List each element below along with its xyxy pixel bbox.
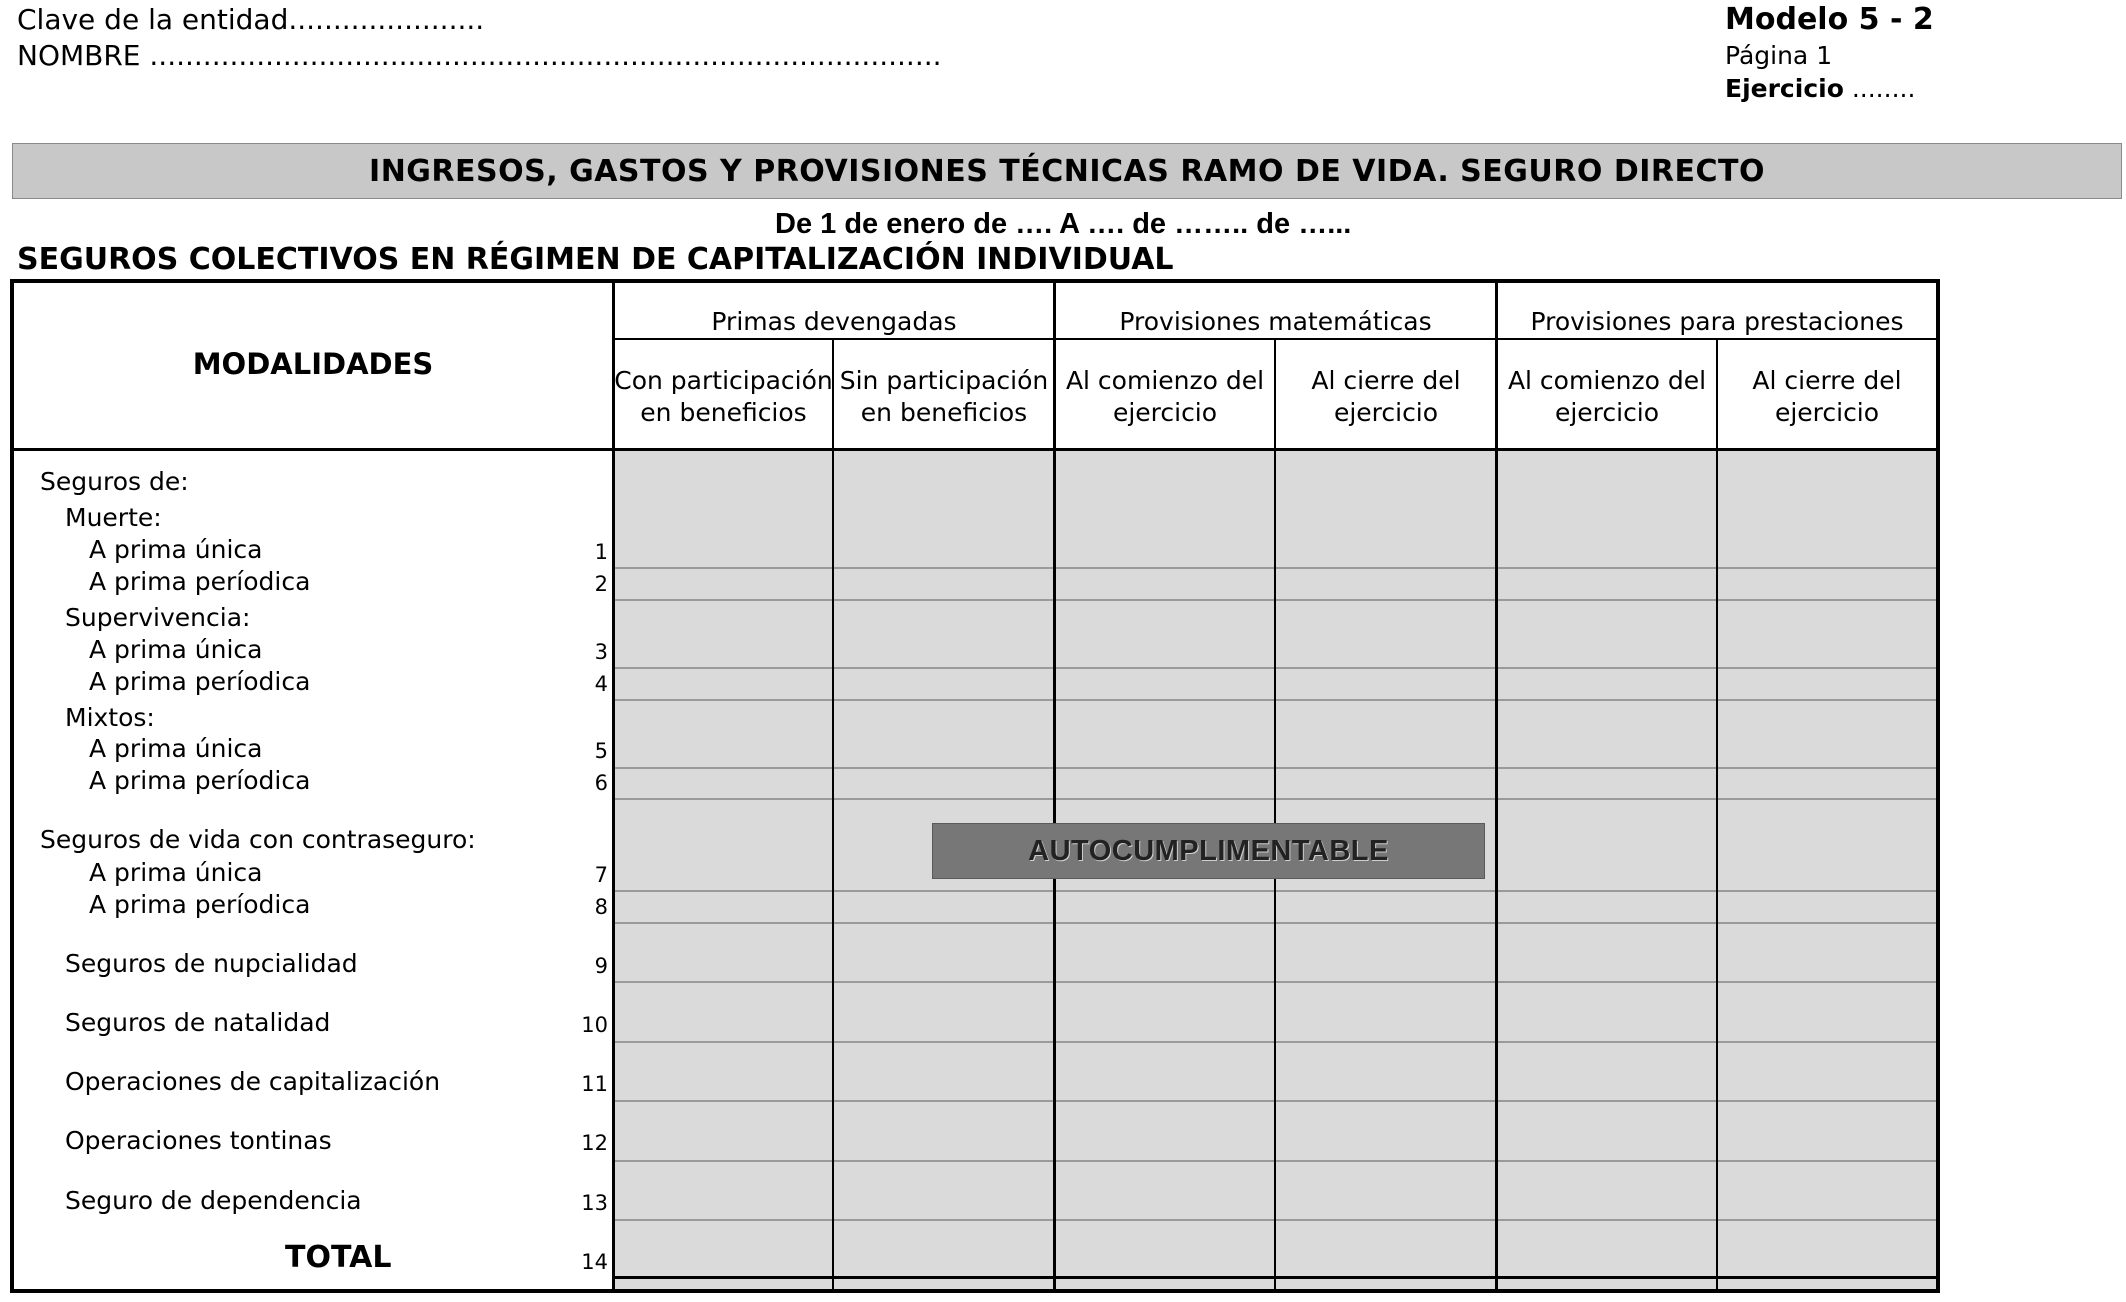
row-line	[614, 699, 1938, 701]
row-number: 9	[594, 954, 608, 978]
subcol-header: Al cierre del ejercicio	[1752, 366, 1902, 427]
row-label: Seguro de dependencia	[65, 1186, 362, 1215]
modelo-label: Modelo 5 - 2	[1725, 2, 1934, 37]
group-label: Seguros de:	[40, 467, 189, 496]
row-line	[614, 1041, 1938, 1043]
row-line	[614, 567, 1938, 569]
row-line	[614, 1100, 1938, 1102]
table-border-right	[1936, 279, 1940, 1293]
pagina-label: Página 1	[1725, 41, 1833, 70]
modalidades-header: MODALIDADES	[192, 347, 434, 381]
row-number: 14	[581, 1250, 608, 1274]
period-line: De 1 de enero de …. A …. de …….. de …...	[775, 208, 1352, 240]
row-label: Seguros de natalidad	[65, 1008, 331, 1037]
group-label: Supervivencia:	[65, 603, 251, 632]
nombre-field: NOMBRE .........................................................................................	[17, 39, 942, 72]
row-line	[614, 767, 1938, 769]
row-line	[614, 599, 1938, 601]
row-number: 11	[581, 1072, 608, 1096]
ejercicio-label: Ejercicio	[1725, 74, 1844, 103]
total-line	[614, 1276, 1938, 1279]
subcol-header: Al cierre del ejercicio	[1311, 366, 1461, 427]
section-title: SEGUROS COLECTIVOS EN RÉGIMEN DE CAPITALIZACIÓN INDIVIDUAL	[17, 242, 1174, 277]
row-number: 7	[594, 863, 608, 887]
autocumplimentable-stamp	[932, 823, 1485, 879]
page-title: INGRESOS, GASTOS Y PROVISIONES TÉCNICAS RAMO DE VIDA. SEGURO DIRECTO	[369, 153, 1765, 189]
row-number: 5	[594, 739, 608, 763]
title-bar	[12, 143, 2122, 199]
row-label: A prima única	[89, 635, 263, 664]
header-bottom-line	[10, 448, 1940, 451]
col-line	[1274, 340, 1276, 1291]
row-number: 12	[581, 1131, 608, 1155]
group-label: Seguros de vida con contraseguro:	[40, 825, 476, 854]
group-prov-prestaciones: Provisiones para prestaciones	[1530, 307, 1904, 336]
ejercicio-dots: ........	[1851, 74, 1916, 103]
table-border-bottom	[10, 1289, 1940, 1293]
row-number: 6	[594, 771, 608, 795]
ejercicio-line	[1725, 74, 1915, 103]
subcol-header: Al comienzo del ejercicio	[1065, 366, 1265, 427]
row-label: A prima períodica	[89, 766, 311, 795]
table-border-top	[10, 279, 1940, 283]
group-label: Mixtos:	[65, 703, 155, 732]
col-line	[832, 340, 834, 1291]
row-label: Operaciones de capitalización	[65, 1067, 441, 1096]
row-label: A prima única	[89, 858, 263, 887]
row-label: Seguros de nupcialidad	[65, 949, 358, 978]
row-number: 4	[594, 672, 608, 696]
row-line	[614, 922, 1938, 924]
row-label: Operaciones tontinas	[65, 1126, 332, 1155]
row-line	[614, 667, 1938, 669]
subcol-header: Con participación en beneficios	[614, 366, 833, 427]
row-number: 13	[581, 1191, 608, 1215]
row-label: A prima única	[89, 734, 263, 763]
row-label: A prima períodica	[89, 667, 311, 696]
col-line	[1716, 340, 1718, 1291]
stamp-label: AUTOCUMPLIMENTABLE	[1028, 834, 1389, 867]
row-line	[614, 1160, 1938, 1162]
group-label: Muerte:	[65, 503, 162, 532]
row-number: 2	[594, 572, 608, 596]
row-label: A prima períodica	[89, 890, 311, 919]
row-line	[614, 890, 1938, 892]
table-border-left	[10, 279, 14, 1293]
col-line	[1495, 281, 1498, 1291]
row-line	[614, 798, 1938, 800]
group-prov-matematicas: Provisiones matemáticas	[1119, 307, 1432, 336]
total-label: TOTAL	[285, 1240, 392, 1275]
subcol-header: Al comienzo del ejercicio	[1507, 366, 1707, 427]
row-line	[614, 981, 1938, 983]
row-label: A prima períodica	[89, 567, 311, 596]
row-number: 1	[594, 540, 608, 564]
group-primas: Primas devengadas	[711, 307, 957, 336]
col-line	[612, 281, 615, 1291]
row-line	[614, 1219, 1938, 1221]
row-number: 10	[581, 1013, 608, 1037]
row-label: A prima única	[89, 535, 263, 564]
row-number: 3	[594, 640, 608, 664]
col-line	[1053, 281, 1056, 1291]
clave-entidad: Clave de la entidad......................	[17, 3, 485, 36]
row-number: 8	[594, 895, 608, 919]
subcol-header: Sin participación en beneficios	[839, 366, 1049, 427]
